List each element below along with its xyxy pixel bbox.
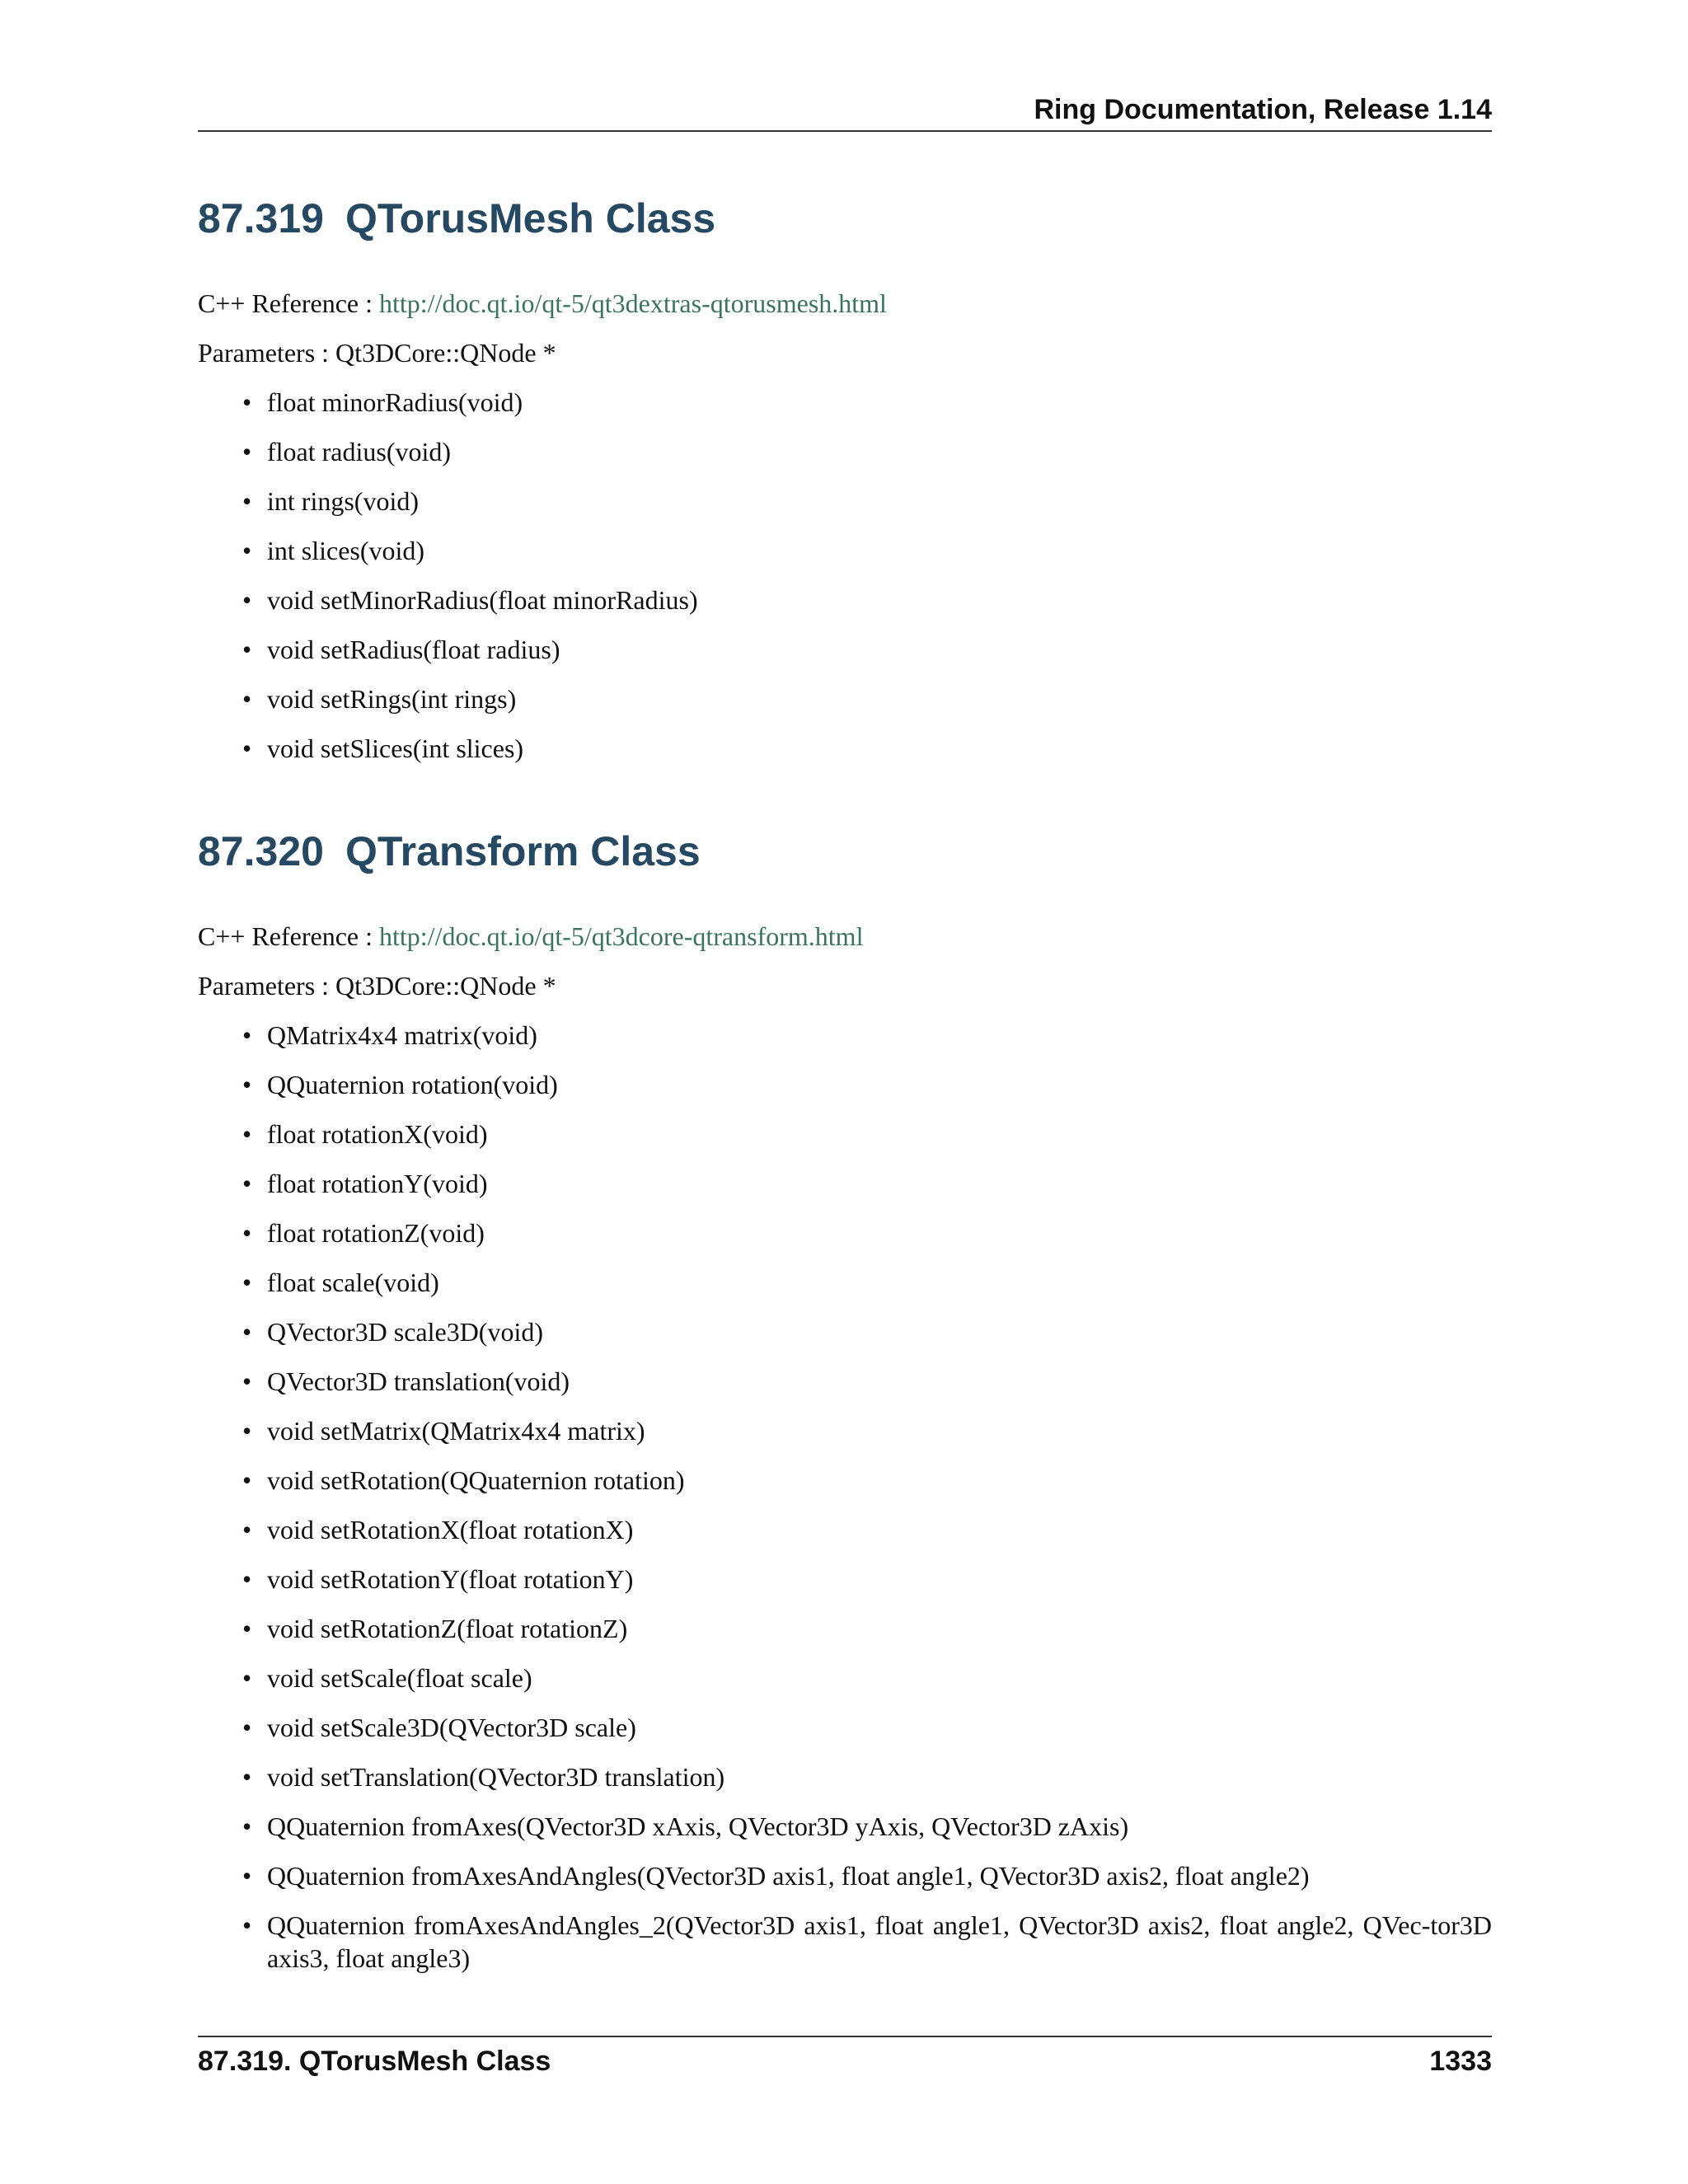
bullet-icon: • — [242, 1119, 252, 1149]
parameters-label: Parameters : — [198, 971, 330, 1001]
bullet-icon: • — [242, 635, 252, 664]
list-item: • void setSlices(int slices) — [242, 733, 524, 763]
page-header — [198, 89, 1492, 132]
bullet-icon: • — [242, 684, 252, 714]
list-item: • QQuaternion fromAxesAndAngles_2(QVector3D axis1, float angle1, QVector3D axis2, float angle2, QVec-tor3D axis3, float angle3) — [242, 1910, 1492, 1973]
parameters-line — [198, 336, 556, 369]
list-item: • QQuaternion fromAxesAndAngles(QVector3D axis1, float angle1, QVector3D axis2, float angle2) — [242, 1861, 1310, 1891]
section-title: QTransform Class — [345, 828, 701, 874]
list-item: • QQuaternion rotation(void) — [242, 1070, 558, 1099]
list-item: • QMatrix4x4 matrix(void) — [242, 1020, 537, 1050]
footer-section-title: 87.319. QTorusMesh Class — [198, 2046, 551, 2077]
list-item: • QVector3D translation(void) — [242, 1366, 570, 1396]
list-item: • void setTranslation(QVector3D translation) — [242, 1762, 725, 1792]
bullet-icon: • — [242, 1564, 252, 1594]
bullet-icon: • — [242, 1366, 252, 1396]
list-item: • float rotationY(void) — [242, 1169, 488, 1198]
bullet-icon: • — [242, 1861, 252, 1891]
page-footer — [198, 2036, 1492, 2087]
bullet-icon: • — [242, 387, 252, 417]
section-title: QTorusMesh Class — [345, 195, 716, 241]
page-number: 1333 — [1429, 2046, 1492, 2077]
section-heading-qtransform — [198, 827, 701, 875]
parameters-line — [198, 969, 556, 1002]
cpp-reference-line — [198, 287, 887, 320]
bullet-icon: • — [242, 733, 252, 763]
list-item: • QQuaternion fromAxes(QVector3D xAxis, QVector3D yAxis, QVector3D zAxis) — [242, 1811, 1129, 1841]
cpp-reference-link[interactable]: http://doc.qt.io/qt-5/qt3dextras-qtorusmesh.html — [379, 288, 887, 318]
list-item: • float radius(void) — [242, 437, 452, 466]
bullet-icon: • — [242, 585, 252, 615]
bullet-icon: • — [242, 1614, 252, 1643]
bullet-icon: • — [242, 1317, 252, 1347]
list-item: • float scale(void) — [242, 1268, 439, 1297]
bullet-icon: • — [242, 1070, 252, 1099]
parameters-value: Qt3DCore::QNode * — [335, 338, 556, 368]
bullet-icon: • — [242, 1713, 252, 1742]
bullet-icon: • — [242, 536, 252, 565]
bullet-icon: • — [242, 1169, 252, 1198]
parameters-value: Qt3DCore::QNode * — [335, 971, 556, 1001]
cpp-reference-line — [198, 920, 863, 953]
method-list-qtransform — [198, 1019, 1492, 1975]
method-list-qtorusmesh — [198, 386, 1492, 781]
list-item: • int slices(void) — [242, 536, 425, 565]
list-item: • void setScale(float scale) — [242, 1663, 532, 1693]
bullet-icon: • — [242, 1268, 252, 1297]
bullet-icon: • — [242, 437, 252, 466]
list-item: • float rotationZ(void) — [242, 1218, 485, 1248]
parameters-label: Parameters : — [198, 338, 330, 368]
cpp-reference-label: C++ Reference : — [198, 921, 373, 951]
section-number: 87.319 — [198, 195, 324, 241]
bullet-icon: • — [242, 1465, 252, 1495]
bullet-icon: • — [242, 1416, 252, 1446]
list-item: • void setRadius(float radius) — [242, 635, 560, 664]
list-item: • void setMinorRadius(float minorRadius) — [242, 585, 698, 615]
list-item: • void setMatrix(QMatrix4x4 matrix) — [242, 1416, 645, 1446]
list-item: • void setRotationX(float rotationX) — [242, 1515, 634, 1544]
cpp-reference-label: C++ Reference : — [198, 288, 373, 318]
bullet-icon: • — [242, 486, 252, 516]
list-item: • int rings(void) — [242, 486, 419, 516]
list-item: • void setScale3D(QVector3D scale) — [242, 1713, 636, 1742]
list-item: • void setRotationY(float rotationY) — [242, 1564, 634, 1594]
bullet-icon: • — [242, 1910, 252, 1940]
bullet-icon: • — [242, 1811, 252, 1841]
document-title: Ring Documentation, Release 1.14 — [1034, 94, 1492, 125]
bullet-icon: • — [242, 1020, 252, 1050]
list-item: • void setRings(int rings) — [242, 684, 517, 714]
list-item: • float minorRadius(void) — [242, 387, 523, 417]
bullet-icon: • — [242, 1762, 252, 1792]
section-heading-qtorusmesh — [198, 194, 715, 242]
list-item: • QVector3D scale3D(void) — [242, 1317, 543, 1347]
bullet-icon: • — [242, 1218, 252, 1248]
cpp-reference-link[interactable]: http://doc.qt.io/qt-5/qt3dcore-qtransform.html — [379, 921, 864, 951]
bullet-icon: • — [242, 1515, 252, 1544]
section-number: 87.320 — [198, 828, 324, 874]
bullet-icon: • — [242, 1663, 252, 1693]
list-item: • void setRotation(QQuaternion rotation) — [242, 1465, 685, 1495]
list-item: • void setRotationZ(float rotationZ) — [242, 1614, 628, 1643]
list-item: • float rotationX(void) — [242, 1119, 488, 1149]
